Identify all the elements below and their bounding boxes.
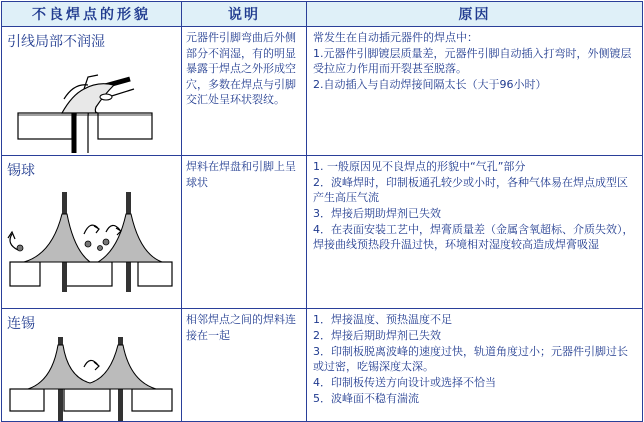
defect-name: 连锡 [7,316,35,332]
defect-table [1,1,643,422]
defect-description: 焊料在焊盘和引脚上呈球状 [186,160,296,189]
defect-description: 相邻焊点之间的焊料连接在一起 [186,313,296,342]
cause-item: 4．印制板传送方向设计或选择不恰当 [313,376,496,389]
description-cell [182,156,307,309]
partial-nonwetting-illustration [2,55,180,155]
solder-ball-illustration [2,184,180,302]
header-cause: 原因 [307,2,643,27]
cause-list [307,27,642,92]
table-row [2,156,643,309]
description-cell [182,27,307,156]
description-cell [182,309,307,422]
defect-cell [2,27,182,156]
cause-item: 1．焊接温度、预热温度不足 [313,313,452,326]
cause-item: 1. 一般原因见不良焊点的形貌中“气孔”部分 [313,160,526,173]
cause-item: 3．印制板脱离波峰的速度过快，轨道角度过小；元器件引脚过长或过密，吃锡深度太深。 [313,345,628,373]
header-row [2,2,643,27]
defect-cell [2,309,182,422]
cause-list [307,156,642,252]
defect-name: 引线局部不润湿 [7,34,105,50]
cause-list [307,309,642,406]
table-row [2,27,643,156]
cause-cell [307,309,643,422]
header-description: 说明 [182,2,307,27]
cause-cell [307,27,643,156]
cause-item: 常发生在自动插元器件的焊点中： [313,31,478,44]
cause-item: 2.自动插入与自动焊接间隔太长（大于96小时） [313,78,547,91]
cause-item: 2．焊接后期助焊剂已失效 [313,329,441,342]
defect-name: 锡球 [7,163,35,179]
cause-item: 2．波峰焊时，印制板通孔较少或小时，各种气体易在焊点成型区产生高压气流 [313,176,628,204]
cause-item: 3．焊接后期助焊剂已失效 [313,207,441,220]
cause-item: 1.元器件引脚镀层质量差，元器件引脚自动插入打弯时，外侧镀层受拉应力作用而开裂甚至脱落。 [313,47,632,75]
cause-item: 4．在表面安装工艺中，焊膏质量差（金属含氧超标、介质失效），焊接曲线预热段升温过快，环境相对湿度较高造成焊膏吸湿 [313,223,634,251]
defect-description: 元器件引脚弯曲后外侧部分不润湿，有的明显暴露于焊点之外形成空穴，多数在焊点与引脚交汇处呈环状裂纹。 [186,31,296,106]
table-row [2,309,643,422]
cause-cell [307,156,643,309]
solder-bridge-illustration [2,337,180,421]
header-defect: 不良焊点的形貌 [2,2,182,27]
cause-item: 5．波峰面不稳有湍流 [313,392,419,405]
defect-cell [2,156,182,309]
